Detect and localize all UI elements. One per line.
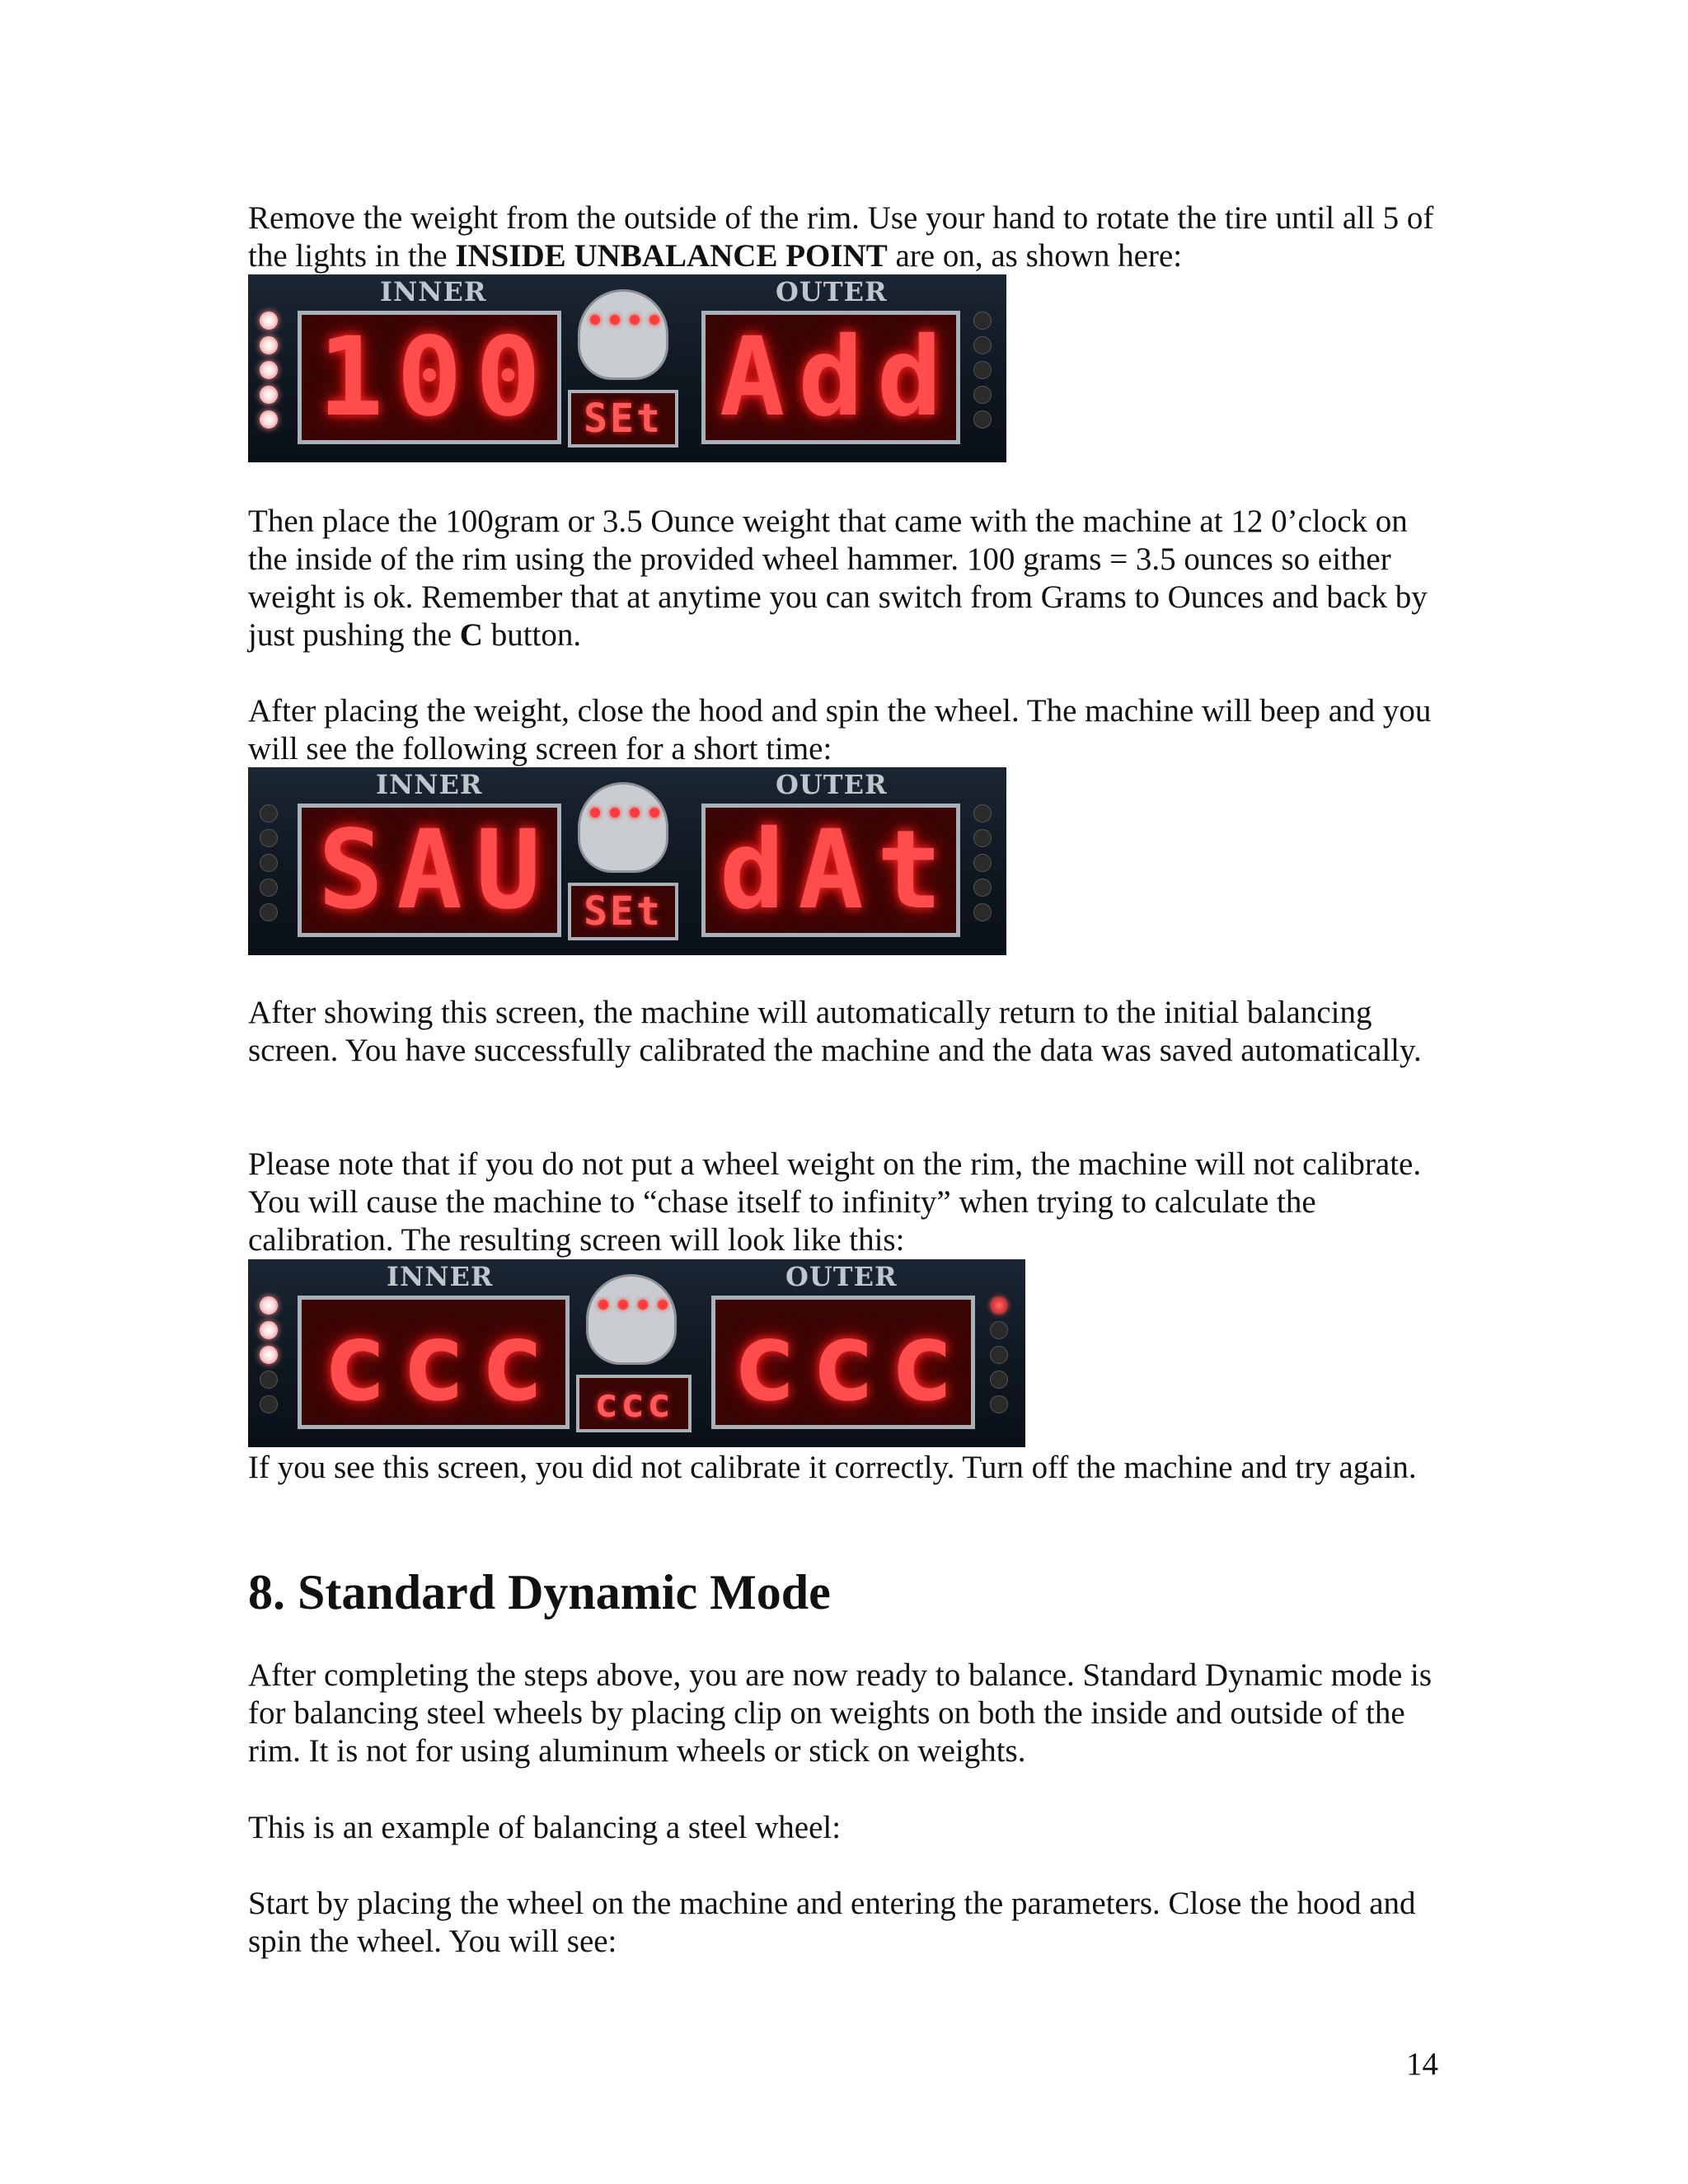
display-image-3: [248, 1259, 1025, 1447]
led: [260, 903, 278, 921]
center-digits: SEt: [584, 396, 663, 442]
outer-label: OUTER: [785, 1261, 898, 1292]
center-digits: ccc: [594, 1380, 673, 1427]
inner-label: INNER: [376, 769, 483, 800]
display-image-1: [248, 274, 1006, 462]
led: [260, 312, 278, 330]
led: [260, 804, 278, 823]
bold-text-c: C: [459, 617, 483, 653]
led: [973, 829, 992, 847]
center-digits: SEt: [584, 888, 663, 935]
wheel-icon: [578, 289, 668, 380]
center-readout: [568, 883, 678, 940]
inner-led-column: [260, 804, 279, 921]
outer-label: OUTER: [776, 769, 888, 800]
text-run: Remove the weight from the outside of the rim. Use your hand to rotate the tire until all 5 of the lights in the: [248, 200, 1434, 274]
led: [990, 1296, 1008, 1315]
led: [260, 336, 278, 354]
led: [973, 804, 992, 823]
led: [990, 1395, 1008, 1413]
outer-led-column: [973, 804, 993, 921]
led: [990, 1346, 1008, 1364]
paragraph-standard-dynamic-intro: After completing the steps above, you are now ready to balance. Standard Dynamic mode is for balancing steel wheels by placing clip on weights on both the inside and outside of the rim. It is not for using aluminum wheels or stick on weights.: [248, 1657, 1432, 1769]
led: [973, 854, 992, 872]
led: [973, 361, 992, 379]
inner-label: INNER: [380, 276, 487, 307]
outer-digits: dAt: [719, 807, 956, 934]
inner-led-column: [260, 312, 279, 429]
paragraph-close-hood: After placing the weight, close the hood and spin the wheel. The machine will beep and you will see the following screen for a short time:: [248, 693, 1432, 766]
led: [260, 854, 278, 872]
inner-label: INNER: [387, 1261, 494, 1292]
led: [973, 879, 992, 897]
outer-led-column: [990, 1296, 1010, 1413]
center-readout: [576, 1375, 692, 1432]
paragraph-no-weight-note: Please note that if you do not put a wheel weight on the rim, the machine will not calibrate. You will cause the machine to “chase itself to infinity” when trying to calculate the calibration. The resulting screen will look like this:: [248, 1146, 1422, 1258]
outer-label: OUTER: [776, 276, 888, 307]
led: [990, 1371, 1008, 1389]
wheel-icon: [586, 1274, 677, 1365]
inner-digits: 100: [317, 314, 555, 441]
inner-digits: ccc: [321, 1299, 559, 1426]
outer-readout: [711, 1296, 975, 1429]
paragraph-incorrect-calibration: If you see this screen, you did not calibrate it correctly. Turn off the machine and try again.: [248, 1450, 1417, 1485]
led: [260, 829, 278, 847]
led: [260, 410, 278, 429]
led: [973, 386, 992, 404]
wheel-icon: [578, 782, 668, 873]
inner-readout: [298, 804, 561, 937]
outer-digits: Add: [719, 314, 956, 441]
led: [973, 336, 992, 354]
outer-led-column: [973, 312, 993, 429]
paragraph-place-weight: [248, 503, 1435, 654]
inner-readout: [298, 1296, 570, 1429]
led: [260, 386, 278, 404]
led: [260, 361, 278, 379]
display-image-2: [248, 767, 1006, 955]
paragraph-remove-weight: [248, 199, 1435, 275]
outer-readout: [701, 804, 960, 937]
text-run: button.: [482, 617, 582, 653]
inner-digits: SAU: [317, 807, 555, 934]
outer-digits: ccc: [731, 1299, 968, 1426]
inner-led-column: [260, 1296, 279, 1413]
led: [973, 903, 992, 921]
paragraph-calibrated: After showing this screen, the machine will automatically return to the initial balancing screen. You have successfully calibrated the machine and the data was saved automatically.: [248, 995, 1422, 1068]
bold-text-inside-unbalance-point: INSIDE UNBALANCE POINT: [455, 238, 888, 274]
inner-readout: [298, 311, 561, 444]
page-number: 14: [1406, 2046, 1438, 2082]
led: [990, 1321, 1008, 1339]
led: [260, 1346, 278, 1364]
paragraph-start: Start by placing the wheel on the machine and entering the parameters. Close the hood and spin the wheel. You will see:: [248, 1886, 1416, 1959]
paragraph-example: This is an example of balancing a steel wheel:: [248, 1810, 842, 1845]
led: [260, 1296, 278, 1315]
section-heading: 8. Standard Dynamic Mode: [248, 1565, 831, 1619]
led: [260, 879, 278, 897]
led: [260, 1321, 278, 1339]
led: [973, 312, 992, 330]
led: [260, 1371, 278, 1389]
led: [973, 410, 992, 429]
outer-readout: [701, 311, 960, 444]
text-run: Then place the 100gram or 3.5 Ounce weight that came with the machine at 12 0’clock on the inside of the rim using the provided wheel hammer. 100 grams = 3.5 ounces so either weight is ok. Remember that at anytime you can switch from Grams to Ounces and back by just pushing the: [248, 504, 1428, 653]
led: [260, 1395, 278, 1413]
text-run: are on, as shown here:: [887, 238, 1183, 274]
center-readout: [568, 390, 678, 448]
